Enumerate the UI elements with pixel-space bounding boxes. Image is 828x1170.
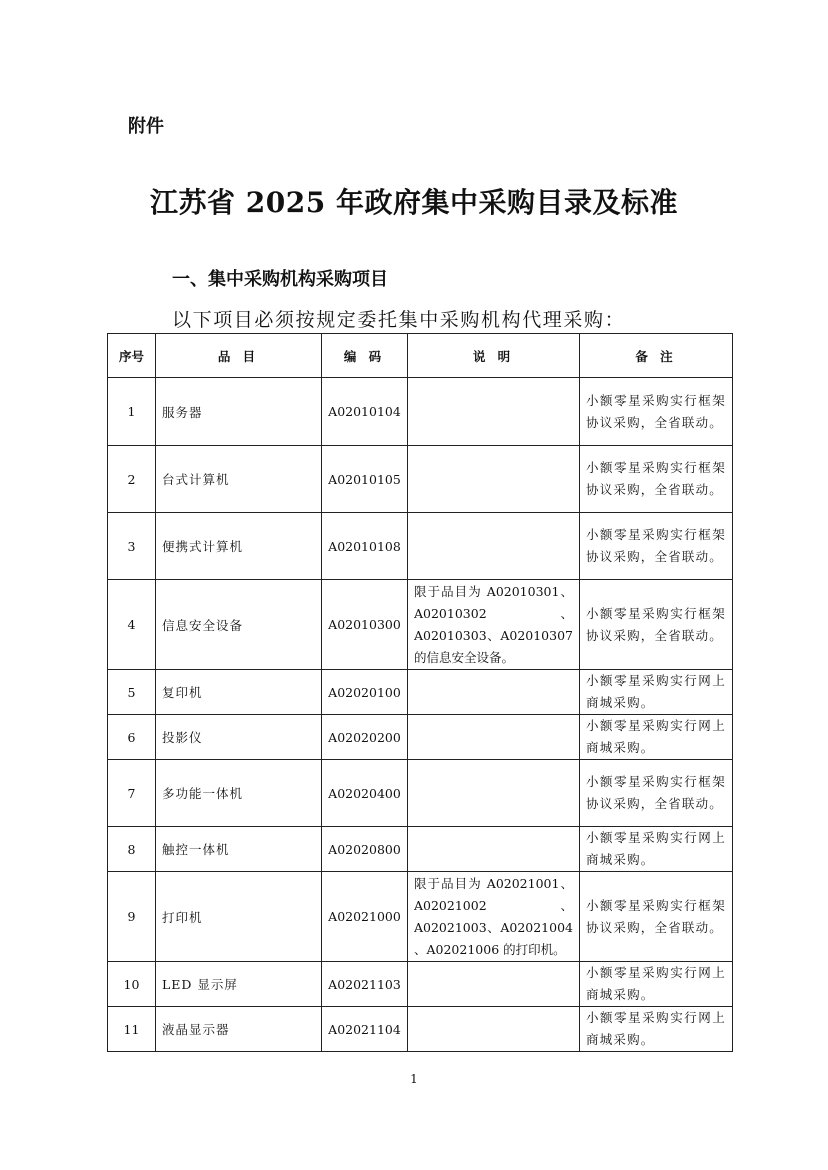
header-seq: 序号	[108, 334, 156, 378]
cell-name: 液晶显示器	[156, 1007, 322, 1052]
page-number: 1	[410, 1072, 418, 1086]
attachment-label: 附件	[128, 116, 164, 137]
cell-code: A02021103	[322, 962, 408, 1007]
cell-name: 打印机	[156, 872, 322, 962]
cell-note: 小额零星采购实行网上商城采购。	[580, 670, 733, 715]
cell-seq: 6	[108, 715, 156, 760]
cell-seq: 10	[108, 962, 156, 1007]
table-header-row	[108, 334, 733, 378]
cell-desc	[408, 715, 580, 760]
cell-code: A02010104	[322, 378, 408, 446]
document-title: 江苏省 2025 年政府集中采购目录及标准	[150, 186, 678, 219]
cell-note: 小额零星采购实行网上商城采购。	[580, 1007, 733, 1052]
cell-desc	[408, 962, 580, 1007]
cell-name: 台式计算机	[156, 446, 322, 513]
cell-note: 小额零星采购实行框架协议采购，全省联动。	[580, 513, 733, 580]
cell-note: 小额零星采购实行网上商城采购。	[580, 962, 733, 1007]
table-row	[108, 1007, 733, 1052]
cell-name: 触控一体机	[156, 827, 322, 872]
cell-name: 复印机	[156, 670, 322, 715]
cell-desc	[408, 378, 580, 446]
cell-code: A02020400	[322, 760, 408, 827]
cell-code: A02020200	[322, 715, 408, 760]
table-row	[108, 872, 733, 962]
table-row	[108, 760, 733, 827]
intro-text: 以下项目必须按规定委托集中采购机构代理采购：	[172, 309, 626, 331]
cell-code: A02020800	[322, 827, 408, 872]
cell-code: A02020100	[322, 670, 408, 715]
table-row	[108, 513, 733, 580]
header-desc: 说 明	[408, 334, 580, 378]
cell-seq: 8	[108, 827, 156, 872]
cell-seq: 11	[108, 1007, 156, 1052]
cell-desc	[408, 446, 580, 513]
header-name: 品 目	[156, 334, 322, 378]
cell-name: 信息安全设备	[156, 580, 322, 670]
cell-name: 服务器	[156, 378, 322, 446]
cell-desc: 限于品目为 A02021001、A02021002、A02021003、A02021004 、A02021006 的打印机。	[408, 872, 580, 962]
header-code: 编 码	[322, 334, 408, 378]
table-row	[108, 962, 733, 1007]
table-row	[108, 827, 733, 872]
cell-name: 便携式计算机	[156, 513, 322, 580]
cell-desc: 限于品目为 A02010301、A02010302、A02010303、A02010307 的信息安全设备。	[408, 580, 580, 670]
cell-note: 小额零星采购实行框架协议采购，全省联动。	[580, 446, 733, 513]
table-row	[108, 378, 733, 446]
cell-seq: 3	[108, 513, 156, 580]
cell-code: A02021104	[322, 1007, 408, 1052]
cell-desc	[408, 513, 580, 580]
table-row	[108, 715, 733, 760]
cell-desc	[408, 827, 580, 872]
cell-code: A02010300	[322, 580, 408, 670]
cell-name: 多功能一体机	[156, 760, 322, 827]
cell-note: 小额零星采购实行网上商城采购。	[580, 715, 733, 760]
cell-note: 小额零星采购实行框架协议采购，全省联动。	[580, 872, 733, 962]
table-row	[108, 446, 733, 513]
cell-seq: 7	[108, 760, 156, 827]
section-heading: 一、集中采购机构采购项目	[172, 269, 388, 290]
cell-desc	[408, 760, 580, 827]
cell-note: 小额零星采购实行框架协议采购，全省联动。	[580, 760, 733, 827]
cell-note: 小额零星采购实行框架协议采购，全省联动。	[580, 378, 733, 446]
header-note: 备 注	[580, 334, 733, 378]
cell-name: LED 显示屏	[156, 962, 322, 1007]
table-row	[108, 580, 733, 670]
cell-seq: 5	[108, 670, 156, 715]
cell-name: 投影仪	[156, 715, 322, 760]
cell-code: A02021000	[322, 872, 408, 962]
cell-desc	[408, 1007, 580, 1052]
procurement-table	[107, 333, 733, 1052]
cell-desc	[408, 670, 580, 715]
cell-code: A02010108	[322, 513, 408, 580]
cell-seq: 1	[108, 378, 156, 446]
cell-seq: 9	[108, 872, 156, 962]
cell-note: 小额零星采购实行网上商城采购。	[580, 827, 733, 872]
table-row	[108, 670, 733, 715]
cell-note: 小额零星采购实行框架协议采购，全省联动。	[580, 580, 733, 670]
cell-seq: 2	[108, 446, 156, 513]
cell-code: A02010105	[322, 446, 408, 513]
cell-seq: 4	[108, 580, 156, 670]
